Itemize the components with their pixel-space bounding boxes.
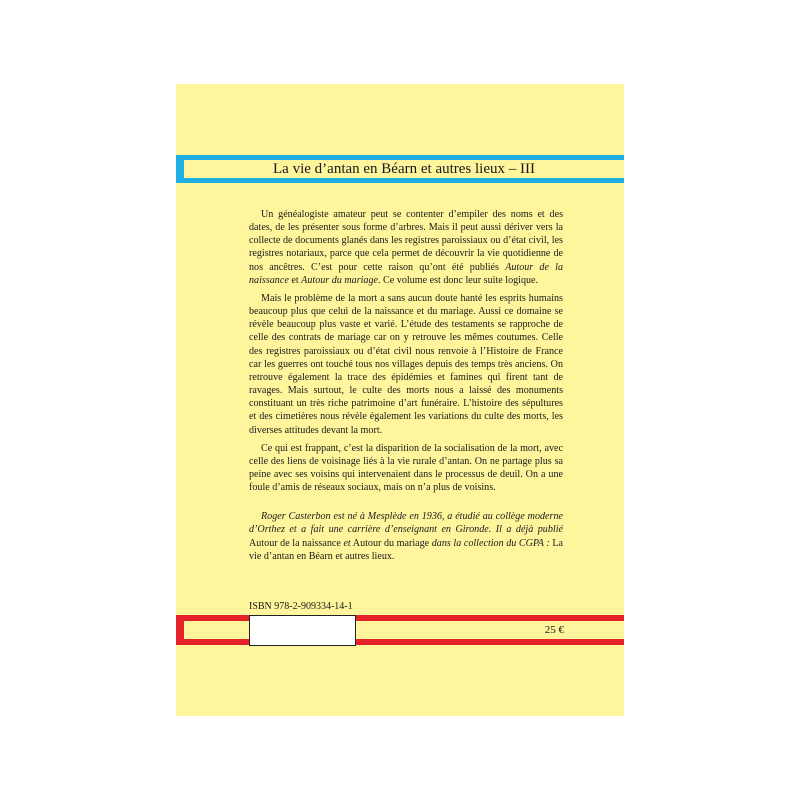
- book-title: La vie d’antan en Béarn et autres lieux – III: [184, 160, 624, 178]
- price-label: 25 €: [544, 624, 564, 636]
- paragraph-intro: Un généalogiste amateur peut se contenter d’empiler des noms et des dates, de les présenter sous forme d’arbres. Mais il peut aussi dériver vers la collecte de documents glanés dans les registres paroissiaux ou d’état civil, les registres notariaux, parce que cela permet de découvrir la vie quotidienne de nos ancêtres. C’est pour cette raison qu’ont été publiés Autour de la naissance et Autour du mariage. Ce volume est donc leur suite logique.: [249, 209, 563, 286]
- author-bio: Roger Casterbon est né à Mesplède en 1936, a étudié au collège moderne d’Orthez et a fait une carrière d’enseignant en Gironde. Il a déjà publié Autour de la naissance et Autour du mariage dans la collection du CGPA : La vie d’antan en Béarn et autres lieux.: [249, 511, 563, 562]
- book-back-cover: [176, 84, 624, 716]
- paragraph-death: Mais le problème de la mort a sans aucun doute hanté les esprits humains beaucoup plus que celui de la naissance et du mariage. Aussi ce domaine se révèle beaucoup plus vaste et varié. L’étude des testaments se rapproche de celle des contrats de mariage car on y retrouve les mêmes coutumes. Celle des registres paroissiaux ou d’état civil nous renvoie à l’Histoire de France car les guerres ont touché tous nos villages depuis des temps très anciens. On retrouve également la trace des épidémies et famines qui firent tant de ravages. Mais surtout, le culte des morts nous a laissé des monuments constituant un très riche patrimoine d’art funéraire. L’histoire des sépultures et des cimetières nous révèle également les variations du culte des morts, les diverses attitudes devant la mort.: [249, 292, 563, 436]
- isbn-label: ISBN 978-2-909334-14-1: [249, 601, 353, 612]
- paragraph-socialisation: Ce qui est frappant, c’est la disparition de la socialisation de la mort, avec celle des liens de voisinage liés à la vie rurale d’antan. On ne partage plus sa peine avec ses voisins qui intervenaient dans le processus de deuil. On a une foule d’amis de réseaux sociaux, mais on n’a plus de voisins.: [249, 442, 563, 494]
- title-band: [176, 155, 624, 183]
- back-cover-text: [249, 208, 563, 563]
- barcode-placeholder: [249, 615, 356, 646]
